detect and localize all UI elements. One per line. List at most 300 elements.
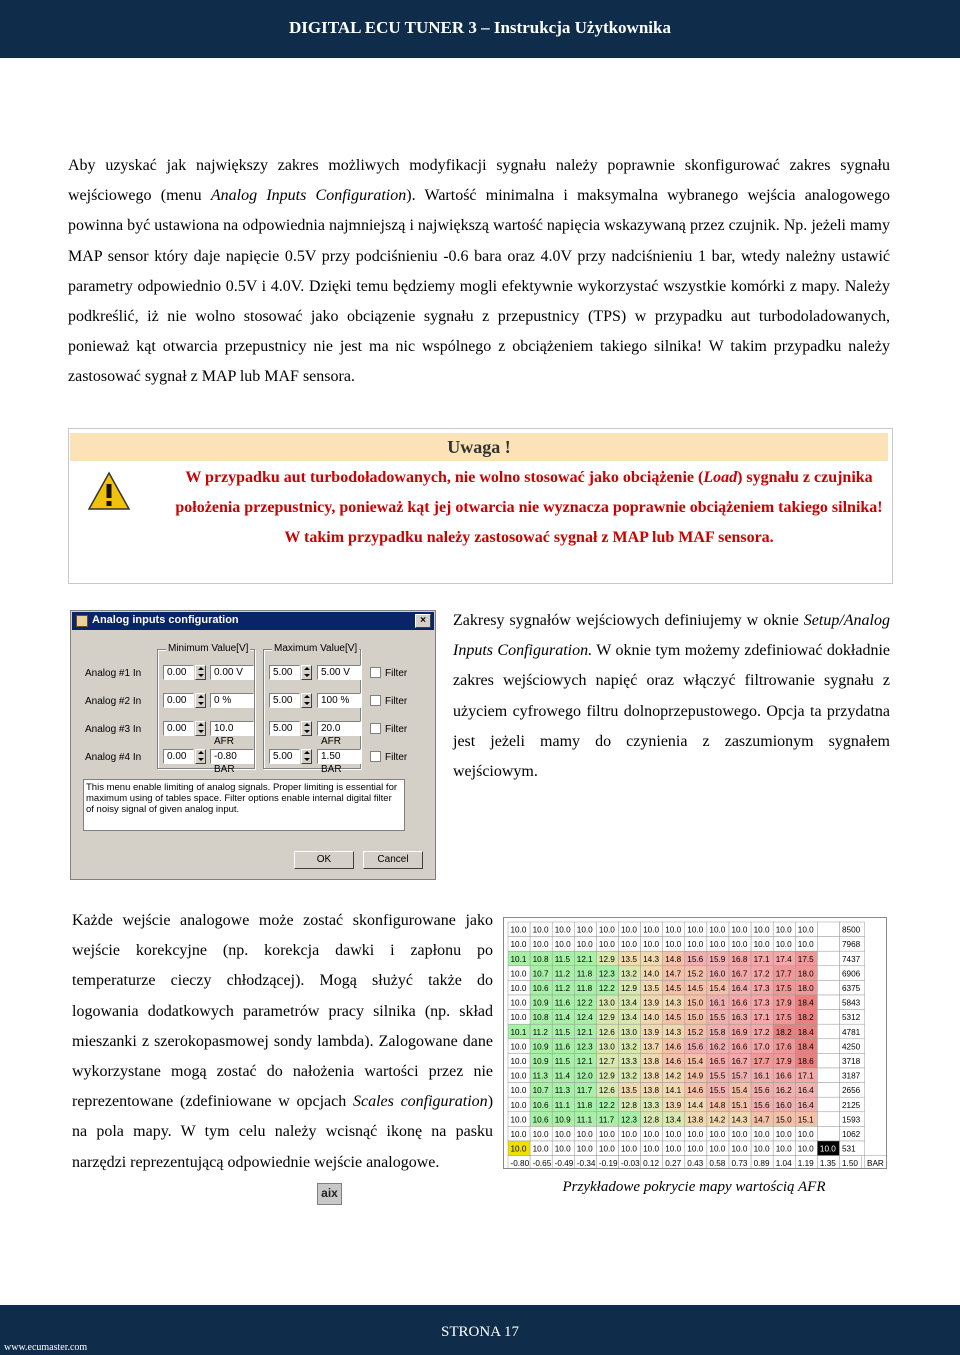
intro-paragraph (68, 151, 890, 393)
afr-cell: 18.0 (797, 984, 814, 993)
analog-input-label: Analog #4 In (85, 752, 142, 763)
afr-cell: 16.1 (709, 998, 726, 1008)
afr-cell: 13.4 (621, 1013, 637, 1023)
afr-cell: 13.8 (643, 1071, 660, 1081)
afr-cell: 10.0 (687, 925, 704, 935)
afr-cell: 15.4 (709, 984, 726, 993)
afr-cell: 10.0 (665, 925, 682, 935)
afr-cell: 10.0 (775, 940, 792, 950)
afr-cell: 18.6 (797, 1057, 814, 1066)
afr-cell: 10.8 (532, 1013, 549, 1023)
afr-cell: 11.5 (554, 1027, 571, 1037)
bar-label: -0.49 (554, 1159, 574, 1169)
afr-cell: 14.2 (665, 1071, 682, 1081)
rpm-label: 4781 (842, 1027, 861, 1037)
afr-cell: 10.0 (576, 1130, 593, 1139)
minimum-unit-display: -0.80 BAR (210, 749, 254, 764)
afr-cell: 14.7 (665, 969, 682, 979)
analog-input-label: Analog #3 In (85, 724, 142, 735)
afr-cell: 10.9 (532, 998, 549, 1008)
afr-cell-empty-bg (817, 1024, 839, 1039)
logging-paragraph (72, 906, 493, 1178)
maximum-value-input[interactable]: 5.00 (269, 749, 300, 764)
afr-cell: 10.0 (621, 1130, 637, 1139)
afr-cell: 10.7 (532, 969, 549, 979)
afr-cell: 10.0 (532, 1130, 549, 1139)
filter-checkbox[interactable] (370, 751, 381, 762)
afr-cell: 10.0 (709, 925, 726, 935)
afr-cell: 17.3 (753, 998, 770, 1008)
afr-cell-empty-bg (817, 1010, 839, 1025)
afr-cell: 10.6 (532, 1115, 549, 1125)
afr-cell: 10.0 (532, 940, 549, 950)
filter-label: Filter (385, 668, 408, 679)
afr-cell: 17.4 (775, 954, 792, 964)
afr-cell: 10.0 (510, 940, 527, 950)
rpm-label: 5312 (842, 1013, 861, 1023)
minimum-value-input[interactable]: 0.00 (163, 665, 194, 680)
warning-text (173, 463, 885, 553)
afr-cell: 12.1 (576, 954, 593, 964)
afr-cell: 10.0 (797, 940, 814, 950)
afr-cell: 10.0 (775, 1130, 792, 1139)
minimum-value-spinner[interactable] (195, 721, 206, 736)
afr-cell: 16.2 (775, 1086, 792, 1096)
afr-cell: 10.1 (510, 954, 527, 964)
bar-label: 1.50 (842, 1159, 858, 1169)
bar-label: 1.35 (819, 1159, 836, 1169)
filter-label: Filter (385, 724, 408, 735)
afr-cell: 15.7 (731, 1071, 748, 1081)
rpm-label: 8500 (842, 925, 861, 935)
afr-cell: 10.0 (665, 1130, 682, 1139)
rpm-label: 4250 (842, 1042, 861, 1052)
afr-cell: 12.4 (576, 1013, 593, 1023)
afr-cell: 10.0 (753, 1144, 770, 1154)
afr-cell-empty-bg (817, 1112, 839, 1127)
afr-cell: 15.8 (709, 1027, 726, 1037)
afr-cell: 15.6 (753, 1086, 770, 1096)
afr-cell: 17.9 (775, 998, 792, 1008)
afr-cell: 17.7 (753, 1057, 770, 1066)
afr-cell: 14.3 (731, 1115, 748, 1125)
afr-cell: 17.2 (753, 969, 770, 979)
bar-label: -0.19 (598, 1159, 618, 1169)
afr-cell: 16.7 (731, 969, 748, 979)
afr-cell: 14.6 (687, 1086, 704, 1096)
afr-cell: 12.3 (621, 1115, 637, 1125)
afr-cell: 10.0 (797, 1144, 814, 1154)
afr-cell: 16.9 (731, 1027, 748, 1037)
afr-cell: 14.8 (709, 1100, 726, 1110)
afr-cell: 11.5 (554, 954, 571, 964)
afr-cell: 11.8 (576, 984, 593, 993)
bar-label: -0.03 (621, 1159, 640, 1169)
afr-cell: 14.6 (665, 1057, 682, 1066)
afr-cell: 10.0 (731, 1130, 748, 1139)
afr-cell: 13.5 (643, 984, 660, 993)
maximum-value-spinner[interactable] (301, 693, 312, 708)
rpm-label: 3718 (842, 1057, 861, 1066)
afr-cell: 10.9 (554, 1115, 571, 1125)
afr-cell-empty-bg (817, 995, 839, 1010)
afr-cell: 10.0 (709, 1130, 726, 1139)
afr-cell: 10.0 (510, 984, 527, 993)
analog-inputs-dialog (70, 610, 436, 880)
afr-cell: 10.0 (753, 1130, 770, 1139)
afr-cell: 10.0 (510, 1071, 527, 1081)
afr-cell: 17.1 (753, 954, 770, 964)
maximum-unit-display: 1.50 BAR (317, 749, 361, 764)
afr-cell-empty-bg (817, 922, 839, 937)
afr-cell: 15.1 (731, 1100, 748, 1110)
rpm-label: 531 (842, 1144, 856, 1154)
bar-label: 0.43 (687, 1159, 704, 1169)
logging-text-1: Każde wejście analogowe może zostać skonfigurowane jako wejście korekcyjne (np. korekcja dawki i zapłonu po temperaturze cieczy chłodzącej). Mogą służyć także do logowania dodatkowych parametrów pracy silnika (np. skład mieszanki z szerokopasmowej sondy lambda). Zalogowane dane wykorzystane mogą zostać do nałożenia wartości przez nie reprezentowane (zdefiniowane w opcjach (72, 912, 493, 1111)
afr-cell: 12.2 (598, 984, 615, 993)
maximum-value-input[interactable]: 5.00 (269, 665, 300, 680)
afr-cell: 13.8 (687, 1115, 704, 1125)
afr-cell: 10.0 (643, 1130, 660, 1139)
afr-cell: 13.3 (621, 1057, 637, 1066)
warning-text-1: W przypadku aut turbodoładowanych, nie wolno stosować jako obciążenie ( (185, 469, 704, 486)
afr-cell: 15.2 (687, 969, 704, 979)
afr-cell: 10.0 (621, 1144, 637, 1154)
afr-cell: 10.0 (753, 925, 770, 935)
afr-cell: 16.7 (731, 1057, 748, 1066)
afr-cell: 10.0 (510, 1144, 527, 1154)
afr-cell: 16.1 (753, 1071, 770, 1081)
afr-cell: 10.0 (576, 940, 593, 950)
rpm-label: 1062 (842, 1130, 861, 1139)
afr-cell: 10.0 (731, 940, 748, 950)
warning-load-word: Load (703, 469, 738, 486)
bar-label: 0.73 (731, 1159, 748, 1169)
dialog-app-icon (76, 615, 88, 627)
afr-cell: 11.5 (554, 1057, 571, 1066)
afr-cell: 10.8 (532, 954, 549, 964)
filter-checkbox[interactable] (370, 723, 381, 734)
afr-cell: 10.0 (687, 940, 704, 950)
afr-cell: 14.3 (665, 1027, 682, 1037)
afr-map-caption: Przykładowe pokrycie mapy wartością AFR (562, 1179, 826, 1195)
afr-cell: 13.2 (621, 1042, 637, 1052)
afr-cell: 16.6 (775, 1071, 792, 1081)
afr-cell: 10.0 (554, 925, 571, 935)
afr-cell: 10.0 (643, 925, 660, 935)
afr-cell: 10.0 (598, 1144, 615, 1154)
afr-cell: 10.0 (510, 1013, 527, 1023)
afr-cell: 16.2 (709, 1042, 726, 1052)
afr-cell: 10.0 (554, 1130, 571, 1139)
afr-cell: 18.4 (797, 1042, 814, 1052)
afr-cell: 11.4 (554, 1071, 571, 1081)
afr-cell: 10.6 (532, 984, 549, 993)
minimum-value-label: Minimum Value[V] (168, 643, 249, 654)
warning-title: Uwaga ! (447, 437, 511, 457)
bar-label: 0.27 (665, 1159, 682, 1169)
afr-cell: 16.4 (731, 984, 748, 993)
maximum-unit-display: 5.00 V (317, 665, 361, 680)
afr-cell: 10.0 (598, 1130, 615, 1139)
afr-cell: 10.0 (665, 1144, 682, 1154)
afr-cell: 12.1 (576, 1057, 593, 1066)
afr-cell: 15.5 (709, 1086, 726, 1096)
afr-cell: 16.0 (775, 1100, 792, 1110)
afr-cell-empty-bg (817, 1039, 839, 1054)
afr-cell: 12.9 (598, 954, 615, 964)
bar-unit-label: BAR (867, 1159, 884, 1169)
afr-cell: 11.2 (554, 984, 571, 993)
afr-cell: 12.9 (598, 1071, 615, 1081)
afr-cell: 13.4 (665, 1115, 682, 1125)
minimum-unit-display: 0.00 V (210, 665, 254, 680)
afr-cell: 17.2 (753, 1027, 770, 1037)
afr-cell: 13.3 (643, 1100, 660, 1110)
intro-text-1: Aby uzyskać jak największy zakres możliwych modyfikacji sygnału należy poprawnie skonfigurować zakres sygnału wejściowego (menu (68, 157, 890, 205)
maximum-value-spinner[interactable] (301, 721, 312, 736)
afr-cell-empty-bg (817, 980, 839, 995)
minimum-value-input[interactable]: 0.00 (163, 749, 194, 764)
afr-cell: 11.4 (554, 1013, 571, 1023)
afr-cell: 13.8 (643, 1057, 660, 1066)
afr-cell: 10.6 (532, 1100, 549, 1110)
afr-cell: 18.0 (797, 969, 814, 979)
rpm-label: 5843 (842, 998, 861, 1008)
bar-label: 1.04 (775, 1159, 792, 1169)
afr-cell: 10.0 (510, 1042, 527, 1052)
minimum-value-spinner[interactable] (195, 749, 206, 764)
afr-cell: 12.9 (598, 1013, 615, 1023)
close-icon[interactable]: × (415, 614, 431, 628)
afr-cell: 13.0 (621, 1027, 637, 1037)
setup-text-2: W oknie tym możemy zdefiniować dokładnie zakres wejściowych napięć oraz włączyć filtrowanie sygnału z użyciem cyfrowego filtru dolnoprzepustowego. Opcja ta przydatna jest jeżeli mamy do czynienia z zaszumionym sygnałem wejściowym. (453, 642, 890, 781)
afr-cell: 11.3 (554, 1086, 571, 1096)
afr-cell: 14.7 (753, 1115, 770, 1125)
rpm-label: 1593 (842, 1115, 861, 1125)
minimum-value-input[interactable]: 0.00 (163, 721, 194, 736)
warning-box (68, 428, 893, 584)
afr-cell: 10.0 (731, 1144, 748, 1154)
rpm-label: 6375 (842, 984, 861, 993)
afr-cell: 11.1 (576, 1115, 593, 1125)
afr-cell: 15.4 (687, 1057, 704, 1066)
afr-cell: 15.6 (687, 1042, 704, 1052)
afr-cell: 10.0 (532, 925, 549, 935)
afr-cell: 18.4 (797, 1027, 814, 1037)
maximum-value-input[interactable]: 5.00 (269, 721, 300, 736)
afr-cell: 14.0 (643, 1013, 660, 1023)
rpm-label: 7437 (842, 954, 861, 964)
afr-cell: 10.0 (598, 925, 615, 935)
afr-cell: 11.6 (554, 998, 571, 1008)
maximum-value-label: Maximum Value[V] (274, 643, 358, 654)
bar-label: -0.34 (576, 1159, 596, 1169)
afr-cell: 10.9 (532, 1057, 549, 1066)
minimum-unit-display: 0 % (210, 693, 254, 708)
afr-cell: 18.2 (797, 1013, 814, 1023)
afr-cell: 17.5 (775, 1013, 792, 1023)
afr-cell: 11.2 (554, 969, 571, 979)
afr-cell: 10.0 (621, 940, 637, 950)
afr-cell: 15.2 (687, 1027, 704, 1037)
afr-cell: 12.1 (576, 1027, 593, 1037)
afr-cell: 11.3 (532, 1071, 548, 1081)
analog-input-label: Analog #1 In (85, 668, 142, 679)
afr-cell: 10.0 (643, 940, 660, 950)
afr-cell: 16.6 (731, 998, 748, 1008)
maximum-unit-display: 20.0 AFR (317, 721, 361, 736)
afr-cell-empty-bg (817, 937, 839, 952)
afr-cell-empty-bg (817, 1097, 839, 1112)
afr-cell: 15.5 (709, 1071, 726, 1081)
afr-cell: 17.0 (753, 1042, 770, 1052)
minimum-value-spinner[interactable] (195, 693, 206, 708)
afr-cell: 13.2 (621, 1071, 637, 1081)
cancel-button[interactable]: Cancel (363, 851, 423, 869)
afr-cell: 14.3 (643, 954, 660, 964)
warning-title-bar (70, 433, 888, 461)
header-title: DIGITAL ECU TUNER 3 – Instrukcja Użytkownika (289, 18, 671, 37)
afr-cell: 10.0 (775, 1144, 792, 1154)
afr-cell: 14.1 (665, 1086, 682, 1096)
page-header (0, 0, 960, 58)
afr-cell: 10.0 (598, 940, 615, 950)
afr-cell: 11.8 (576, 969, 593, 979)
afr-cell: 10.0 (576, 1144, 593, 1154)
bar-label: -0.65 (532, 1159, 552, 1169)
afr-cell: 16.6 (731, 1042, 748, 1052)
filter-label: Filter (385, 696, 408, 707)
dialog-info-text: This menu enable limiting of analog signals. Proper limiting is essential for maximum using of tables space. Filter options enable internal digital filter of noisy signal of given analog input. (83, 779, 405, 831)
afr-cell: 14.4 (687, 1100, 704, 1110)
afr-cell: 12.2 (576, 998, 593, 1008)
afr-cell: 13.8 (643, 1086, 660, 1096)
afr-cell: 11.7 (598, 1115, 615, 1125)
afr-cell: 13.0 (598, 998, 615, 1008)
afr-cell: 10.0 (775, 925, 792, 935)
afr-cell: 14.2 (709, 1115, 726, 1125)
afr-cell: 10.0 (709, 1144, 726, 1154)
afr-cell: 13.9 (643, 998, 660, 1008)
afr-cell: 14.5 (665, 1013, 682, 1023)
afr-cell: 16.4 (797, 1086, 814, 1096)
afr-cell: 11.2 (532, 1027, 548, 1037)
afr-cell: 10.0 (731, 925, 748, 935)
setup-menu-name: Setup/Analog Inputs Configuration. (453, 612, 890, 660)
afr-cell: 15.6 (753, 1100, 770, 1110)
filter-checkbox[interactable] (370, 695, 381, 706)
minimum-value-input[interactable]: 0.00 (163, 693, 194, 708)
dialog-titlebar (72, 612, 434, 630)
rpm-label: 3187 (842, 1071, 861, 1081)
afr-cell: 17.5 (775, 984, 792, 993)
afr-cell: 10.0 (510, 1057, 527, 1066)
afr-cell: 11.1 (554, 1100, 571, 1110)
afr-cell: 10.0 (819, 1144, 836, 1154)
afr-cell: 10.9 (532, 1042, 549, 1052)
afr-cell: 13.0 (598, 1042, 615, 1052)
logging-text-2: ) na pola mapy. W tym celu należy wcisnąć ikonę na pasku narzędzi reprezentującą odpowiednie wejście analogowe. (72, 1093, 494, 1171)
page-number: STRONA 17 (441, 1324, 519, 1340)
afr-cell: 17.1 (797, 1071, 814, 1081)
afr-cell: 16.0 (709, 969, 726, 979)
afr-cell: 16.4 (797, 1100, 814, 1110)
afr-cell: 17.9 (775, 1057, 792, 1066)
afr-cell: 16.5 (709, 1057, 726, 1066)
afr-cell: 15.4 (731, 1086, 748, 1096)
afr-cell: 13.4 (621, 998, 637, 1008)
afr-cell: 17.1 (753, 1013, 770, 1023)
afr-cell: 18.2 (775, 1027, 792, 1037)
afr-cell-empty-bg (817, 951, 839, 966)
footer-url: www.ecumaster.com (4, 1342, 88, 1353)
afr-cell: 13.9 (643, 1027, 660, 1037)
afr-cell: 13.5 (621, 1086, 637, 1096)
afr-cell-empty-bg (817, 1068, 839, 1083)
aix-icon[interactable]: aix (317, 1183, 342, 1205)
afr-cell: 10.0 (797, 925, 814, 935)
afr-cell: 12.6 (598, 1027, 615, 1037)
afr-cell: 15.9 (709, 954, 726, 964)
minimum-value-spinner[interactable] (195, 665, 206, 680)
afr-cell: 11.7 (576, 1086, 593, 1096)
afr-cell: 10.0 (797, 1130, 814, 1139)
afr-cell: 10.0 (643, 1144, 660, 1154)
afr-cell: 10.1 (510, 1027, 527, 1037)
rpm-label: 7968 (842, 940, 861, 950)
ok-button[interactable]: OK (294, 851, 354, 869)
afr-cell: 12.6 (598, 1086, 615, 1096)
afr-cell: 15.0 (687, 1013, 704, 1023)
afr-cell: 10.0 (621, 925, 637, 935)
afr-cell: 14.9 (687, 1071, 704, 1081)
maximum-value-spinner[interactable] (301, 749, 312, 764)
afr-cell: 10.0 (576, 925, 593, 935)
setup-text-1: Zakresy sygnałów wejściowych definiujemy w oknie (453, 612, 804, 629)
afr-cell: 15.6 (687, 954, 704, 964)
afr-cell: 14.3 (665, 998, 682, 1008)
bar-label: -0.80 (510, 1159, 530, 1169)
warning-text-2: ) sygnału z czujnika położenia przepustnicy, ponieważ kąt jej otwarcia nie wyznacza poprawnie obciążeniem takiego silnika! W takim przypadku należy zastosować sygnał z MAP lub MAF sensora. (175, 469, 883, 546)
afr-cell: 10.0 (510, 1115, 527, 1125)
maximum-value-spinner[interactable] (301, 665, 312, 680)
filter-checkbox[interactable] (370, 667, 381, 678)
afr-cell: 12.9 (621, 984, 637, 993)
afr-cell: 14.8 (665, 954, 682, 964)
rpm-label: 2125 (842, 1100, 861, 1110)
afr-cell: 18.4 (797, 998, 814, 1008)
maximum-unit-display: 100 % (317, 693, 361, 708)
afr-cell: 13.7 (643, 1042, 660, 1052)
afr-cell: 10.0 (687, 1130, 704, 1139)
afr-cell: 10.7 (532, 1086, 549, 1096)
afr-cell: 10.0 (510, 969, 527, 979)
afr-cell: 10.0 (709, 940, 726, 950)
bar-label: 0.12 (643, 1159, 660, 1169)
afr-cell: 10.0 (532, 1144, 549, 1154)
afr-cell: 11.8 (576, 1100, 593, 1110)
afr-cell: 12.2 (598, 1100, 615, 1110)
maximum-value-input[interactable]: 5.00 (269, 693, 300, 708)
afr-cell: 15.5 (709, 1013, 726, 1023)
logging-menu-name: Scales configuration (352, 1093, 488, 1111)
afr-cell: 11.6 (554, 1042, 571, 1052)
afr-cell: 17.5 (797, 954, 814, 964)
bar-label: 0.89 (753, 1159, 770, 1169)
afr-cell: 15.0 (775, 1115, 792, 1125)
afr-cell: 10.0 (510, 1086, 527, 1096)
